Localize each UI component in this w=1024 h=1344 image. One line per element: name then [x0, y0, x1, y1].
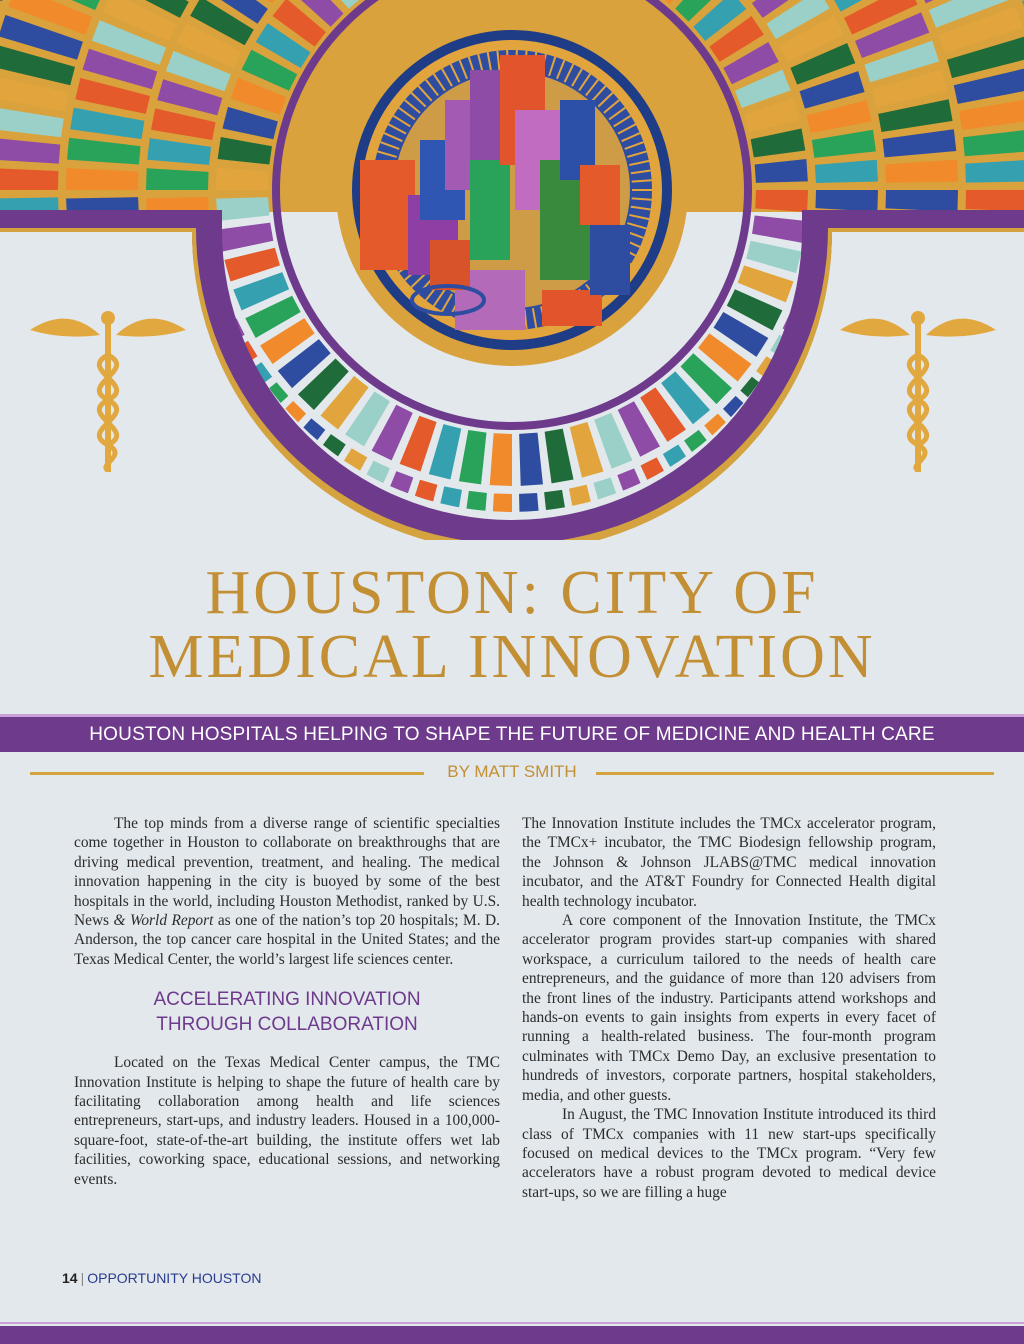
mosaic-tile: [746, 241, 801, 273]
header-illustration: [0, 0, 1024, 540]
mosaic-tile: [0, 168, 58, 190]
page-title-line-2: MEDICAL INNOVATION: [148, 623, 876, 691]
inner-ray: [632, 180, 652, 181]
article-paragraph: The Innovation Institute includes the TMCx accelerator program, the TMCx+ incubator, the TMC Biodesign fellowship program, the Johnson & Johnson JLABS@TMC medical innovation incubator, and the AT&T Foundry for Connected Health digital health technology incubator.: [522, 815, 936, 910]
mosaic-tile: [545, 429, 574, 484]
mosaic-tile: [146, 168, 209, 190]
publication-name: & World Report: [113, 912, 214, 930]
article-paragraph: A core component of the Innovation Institute, the TMCx accelerator program provides start-up companies with shared workspace, a curriculum tailored to the needs of health care entrepreneurs, and the guidance of more than 120 advisers from the front lines of the industry. Participants attend workshops and hands-on events to gain insights from experts in every facet of running a health-related business. The four-month program culminates with TMCx Demo Day, an exclusive presentation to hundreds of investors, corporate partners, hospital stakeholders, media, and other guests.: [522, 912, 936, 1104]
article-paragraph: In August, the TMC Innovation Institute introduced its third class of TMCx companies with 11 new start-ups specifically focused on medical devices to the TMCx program. “Very few accelerators have a robust program devoted to medical device start-ups, so we are filling a huge: [522, 1106, 936, 1201]
byline: BY MATT SMITH: [447, 762, 577, 781]
article-column-2: [522, 814, 936, 1202]
mosaic-tile: [429, 424, 461, 479]
mosaic-tile: [519, 433, 543, 486]
paragraph-text: The top minds from a diverse range of scientific specialties come together in Houston to collaborate on breakthroughs that are driving medical prevention, treatment, and healing. The medical innovation happening in the city is buoyed by some of the best hospitals in the world, including Houston Methodist, ranked by U.S. News: [74, 815, 500, 930]
subhead-line-1: ACCELERATING INNOVATION: [153, 989, 421, 1011]
page-footer: [62, 1270, 261, 1286]
inner-ray: [632, 198, 652, 199]
mosaic-tile: [755, 190, 808, 212]
article-paragraph: [74, 814, 500, 969]
mosaic-tile: [459, 430, 487, 484]
mosaic-tile: [815, 190, 878, 212]
page-title-line-1: HOUSTON: CITY OF: [205, 559, 819, 627]
page-number: 14: [62, 1270, 78, 1286]
subhead-line-2: THROUGH COLLABORATION: [156, 1014, 418, 1036]
mosaic-tile: [966, 190, 1024, 212]
mosaic-tile: [886, 190, 958, 212]
subtitle-banner: HOUSTON HOSPITALS HELPING TO SHAPE THE FUTURE OF MEDICINE AND HEALTH CARE: [0, 714, 1024, 752]
mosaic-tile: [490, 433, 512, 486]
footer-separator: |: [80, 1270, 85, 1286]
bottom-bar: [0, 1326, 1024, 1344]
article-column-1: [74, 814, 500, 1189]
publication-name: OPPORTUNITY HOUSTON: [87, 1270, 262, 1286]
mosaic-tile: [66, 168, 138, 190]
mosaic-tile: [216, 197, 269, 221]
byline-rule-right: [596, 772, 994, 775]
paragraph-text: as one of the nation’s top 20 hospitals; M. D. Anderson, the top cancer care hospital in the United States; and the Texas Medical Center, the world’s largest life sciences center.: [74, 912, 500, 968]
mosaic-tile: [216, 168, 269, 190]
article-paragraph: Located on the Texas Medical Center campus, the TMC Innovation Institute is helping to shape the future of health care by facilitating collaboration among health and life sciences entrepreneurs, start-ups, and industry leaders. Housed in a 100,000-square-foot, state-of-the-art building, the institute offers wet lab facilities, coworking space, educational sessions, and networking events.: [74, 1054, 500, 1188]
mosaic-tile: [752, 216, 806, 244]
section-subhead: [74, 987, 500, 1037]
mosaic-tile: [219, 223, 274, 252]
